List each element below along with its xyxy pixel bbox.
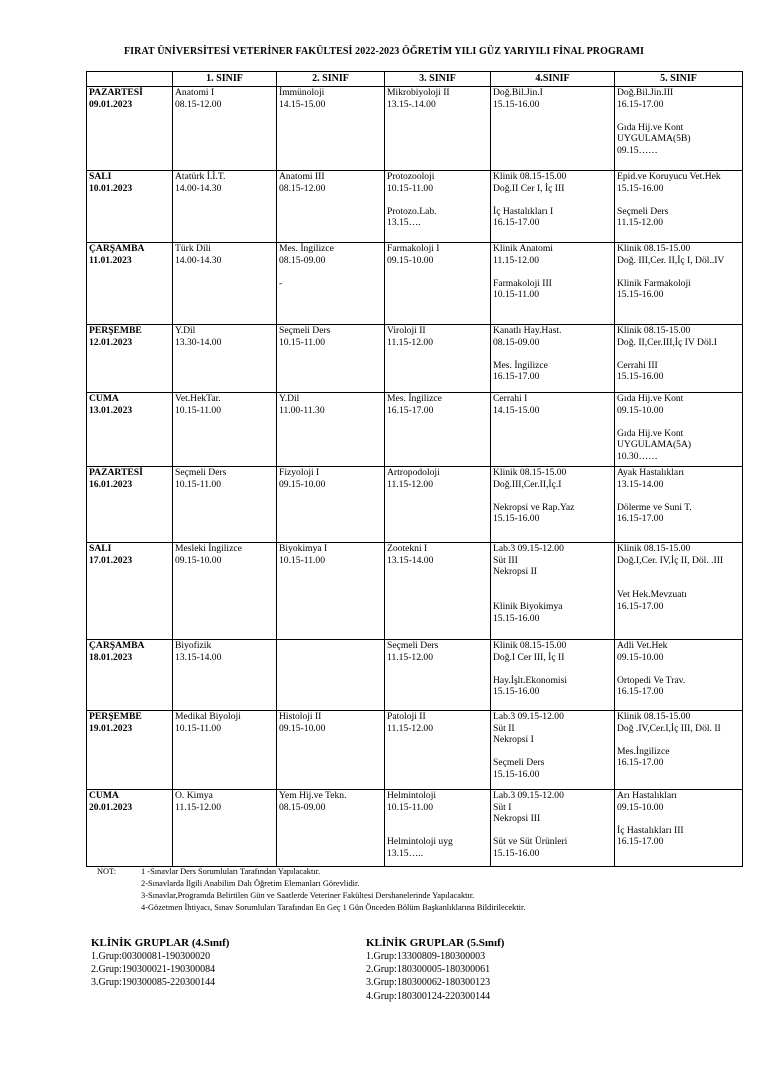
day-date: 12.01.2023	[89, 336, 133, 348]
exam-line: Fizyoloji I	[279, 467, 320, 478]
exam-cell	[385, 325, 491, 393]
schedule-row	[87, 87, 743, 171]
notes-label: NOT:	[97, 867, 117, 876]
exam-line: Mikrobiyoloji II	[387, 87, 450, 98]
exam-line: 10.15-11.00	[175, 404, 222, 416]
exam-line: 10.15-11.00	[279, 554, 326, 566]
exam-cell	[173, 640, 277, 711]
exam-line: Süt II	[493, 722, 515, 734]
exam-line: Protozooloji	[387, 171, 435, 182]
exam-line: Mes.İngilizce	[617, 745, 670, 757]
page-title: FIRAT ÜNİVERSİTESİ VETERİNER FAKÜLTESİ 2022-2023 ÖĞRETİM YILI GÜZ YARIYILI FİNAL PROGRAMI	[123, 46, 645, 57]
exam-line: Nekropsi III	[493, 813, 541, 825]
exam-line: 16.15-17.00	[493, 371, 540, 383]
exam-line: 14.00-14.30	[175, 254, 222, 266]
exam-line: Lab.3 09.15-12.00	[493, 790, 564, 801]
exam-line: Gıda Hij.ve Kont	[617, 121, 684, 133]
schedule-row	[87, 243, 743, 325]
exam-cell	[277, 711, 385, 790]
exam-line: Nekropsi ve Rap.Yaz	[493, 501, 575, 513]
exam-line: 16.15-17.00	[617, 600, 664, 612]
notes-list	[141, 866, 525, 914]
exam-line: İç Hastalıkları III	[617, 824, 684, 836]
exam-line: Cerrahi III	[617, 359, 658, 371]
exam-line: O. Kimya	[175, 790, 213, 801]
exam-line: 13.30-14.00	[175, 336, 222, 348]
exam-line: Zootekni I	[387, 543, 428, 554]
exam-line: 15.15-16.00	[493, 513, 540, 525]
day-date: 20.01.2023	[89, 801, 133, 813]
schedule-row	[87, 325, 743, 393]
day-cell	[87, 467, 173, 543]
exam-line: 14.00-14.30	[175, 182, 222, 194]
group-item: 1.Grup:13300809-180300003	[366, 951, 486, 962]
exam-line: 10.15-11.00	[387, 182, 434, 194]
exam-line: Doğ.Bil.Jin.I	[493, 87, 543, 98]
exam-cell	[615, 640, 743, 711]
exam-cell	[615, 171, 743, 243]
header-class-1: 1. SINIF	[173, 72, 277, 87]
exam-cell	[173, 393, 277, 467]
exam-cell	[385, 243, 491, 325]
exam-line: Klinik Farmakoloji	[617, 277, 691, 289]
exam-cell	[173, 543, 277, 640]
exam-cell	[385, 393, 491, 467]
exam-line: 16.15-17.00	[617, 98, 664, 110]
exam-cell	[385, 790, 491, 867]
exam-line: Mesleki İngilizce	[175, 543, 242, 554]
spacer	[493, 194, 612, 206]
exam-cell	[277, 790, 385, 867]
exam-line: 10.15-11.00	[279, 336, 326, 348]
exam-line: Mes. İngilizce	[493, 359, 548, 371]
exam-line: Türk Dili	[175, 243, 211, 254]
exam-line: Klinik 08.15-15.00	[617, 711, 691, 722]
exam-line: Nekropsi I	[493, 734, 534, 746]
exam-line: 09.15-10.00	[175, 554, 222, 566]
schedule-row	[87, 393, 743, 467]
exam-line: Protozo.Lab.	[387, 205, 437, 217]
exam-line: 11.15-12.00	[617, 217, 664, 229]
exam-line: UYGULAMA(5A)	[617, 439, 692, 451]
spacer	[493, 663, 612, 675]
exam-cell	[615, 467, 743, 543]
exam-line: -	[279, 277, 283, 289]
exam-line: Helmintoloji	[387, 790, 437, 801]
spacer	[387, 194, 488, 206]
group-item: 2.Grup:190300021-190300084	[91, 964, 216, 976]
exam-line: Klinik 08.15-15.00	[617, 325, 691, 336]
group-item: 3.Grup:190300085-220300144	[91, 977, 216, 989]
spacer	[493, 266, 612, 278]
spacer	[493, 348, 612, 360]
group-item: 4.Grup:180300124-220300144	[366, 990, 491, 1002]
spacer	[387, 813, 488, 825]
schedule-row	[87, 543, 743, 640]
exam-line: Vet Hek.Mevzuatı	[617, 589, 687, 601]
exam-line: 13.15-14.00	[387, 554, 434, 566]
exam-line: 11.15-12.00	[387, 478, 434, 490]
exam-line: 15.15-16.00	[493, 612, 540, 624]
exam-line: 11.15-12.00	[387, 336, 434, 348]
exam-cell	[277, 543, 385, 640]
exam-line: Klinik Biyokimya	[493, 600, 563, 612]
spacer	[617, 578, 740, 590]
exam-line: Patoloji II	[387, 711, 426, 722]
exam-cell	[491, 171, 615, 243]
spacer	[617, 194, 740, 206]
exam-line: Doğ.I Cer III, İç II	[493, 651, 565, 663]
exam-cell	[173, 790, 277, 867]
exam-line: Vet.HekTar.	[175, 393, 221, 404]
exam-cell	[277, 640, 385, 711]
exam-line: 11.15-12.00	[493, 254, 540, 266]
exam-line: 16.15-17.00	[617, 757, 664, 769]
spacer	[617, 416, 740, 428]
exam-line: Klinik 08.15-15.00	[617, 543, 691, 554]
exam-line: 15.15-16.00	[493, 686, 540, 698]
exam-line: Anatomi III	[279, 171, 325, 182]
note-item: 2-Sınavlarda İlgili Anabilim Dalı Öğretim Elemanları Görevlidir.	[141, 879, 360, 888]
exam-line: 13.15-14.00	[617, 478, 664, 490]
exam-line: 11.15-12.00	[387, 651, 434, 663]
exam-line: Nekropsi II	[493, 566, 537, 578]
day-date: 09.01.2023	[89, 98, 133, 110]
exam-line: 15.15-16.00	[493, 98, 540, 110]
exam-line: Süt I	[493, 801, 512, 813]
exam-line: Biyokimya I	[279, 543, 328, 554]
exam-line: 15.15-16.00	[617, 371, 664, 383]
exam-line: 09.15-10.00	[617, 404, 664, 416]
day-cell	[87, 243, 173, 325]
exam-line: Anatomi I	[175, 87, 215, 98]
exam-line: Doğ.II Cer I, İç III	[493, 182, 565, 194]
exam-cell	[277, 467, 385, 543]
exam-cell	[277, 171, 385, 243]
day-name: PERŞEMBE	[89, 325, 142, 336]
exam-cell	[173, 87, 277, 171]
exam-cell	[491, 711, 615, 790]
exam-line: Doğ. II,Cer.III,İç IV Döl.I	[617, 336, 717, 348]
exam-line: Gıda Hij.ve Kont	[617, 427, 684, 439]
day-name: CUMA	[89, 790, 119, 801]
exam-line: 14.15-15.00	[493, 404, 540, 416]
group-item: 2.Grup:180300005-180300061	[366, 964, 491, 976]
day-date: 11.01.2023	[89, 254, 132, 266]
spacer	[493, 746, 612, 758]
exam-line: Klinik 08.15-15.00	[617, 243, 691, 254]
exam-line: 10.15-11.00	[493, 289, 540, 301]
exam-line: Lab.3 09.15-12.00	[493, 543, 564, 554]
schedule-row	[87, 640, 743, 711]
groups-title: KLİNİK GRUPLAR (5.Sınıf)	[366, 937, 505, 949]
exam-line: 09.15-10.00	[279, 478, 326, 490]
exam-cell	[615, 87, 743, 171]
exam-cell	[385, 467, 491, 543]
exam-line: Seçmeli Ders	[175, 467, 227, 478]
exam-line: 13.15-.14.00	[387, 98, 436, 110]
exam-line: Helmintoloji uyg	[387, 836, 453, 848]
exam-line: Adli Vet.Hek	[617, 640, 668, 651]
exam-line: 16.15-17.00	[387, 404, 434, 416]
exam-cell	[173, 325, 277, 393]
day-cell	[87, 711, 173, 790]
spacer	[493, 490, 612, 502]
exam-cell	[615, 711, 743, 790]
spacer	[617, 813, 740, 825]
clinic-groups-class-5	[366, 936, 504, 1003]
schedule-row	[87, 790, 743, 867]
exam-line: 08.15-09.00	[493, 336, 540, 348]
day-name: PAZARTESİ	[89, 87, 143, 98]
exam-cell	[615, 393, 743, 467]
spacer	[617, 348, 740, 360]
day-date: 19.01.2023	[89, 722, 133, 734]
exam-line: Viroloji II	[387, 325, 426, 336]
exam-line: Gıda Hij.ve Kont	[617, 393, 684, 404]
day-name: ÇARŞAMBA	[89, 243, 145, 254]
day-name: SALI	[89, 171, 112, 182]
header-class-5: 5. SINIF	[615, 72, 743, 87]
day-date: 16.01.2023	[89, 478, 133, 490]
exam-cell	[277, 393, 385, 467]
exam-line: 14.15-15.00	[279, 98, 326, 110]
exam-line: Seçmeli Ders	[387, 640, 439, 651]
schedule-row	[87, 711, 743, 790]
day-date: 13.01.2023	[89, 404, 133, 416]
exam-line: 09.15-10.00	[617, 801, 664, 813]
exam-line: 08.15-09.00	[279, 801, 326, 813]
exam-line: Doğ.Bil.Jin.III	[617, 87, 674, 98]
exam-cell	[491, 790, 615, 867]
exam-line: Klinik 08.15-15.00	[493, 467, 567, 478]
groups-title: KLİNİK GRUPLAR (4.Sınıf)	[91, 937, 230, 949]
exam-line: UYGULAMA(5B)	[617, 133, 691, 145]
exam-line: Dölerme ve Suni T.	[617, 501, 692, 513]
exam-cell	[491, 467, 615, 543]
exam-line: Seçmeli Ders	[617, 205, 669, 217]
exam-line: Klinik 08.15-15.00	[493, 171, 567, 182]
clinic-groups-class-4	[91, 936, 229, 990]
day-cell	[87, 325, 173, 393]
spacer	[387, 825, 488, 837]
note-item: 1 -Sınavlar Ders Sorumluları Tarafından Yapılacaktır.	[141, 867, 321, 876]
exam-line: 16.15-17.00	[493, 217, 540, 229]
exam-line: Doğ.I,Cer. IV,İç II, Döl. .III	[617, 554, 724, 566]
exam-line: İmmünoloji	[279, 87, 325, 98]
exam-line: 10.15-11.00	[175, 478, 222, 490]
spacer	[617, 266, 740, 278]
exam-line: 09.15……	[617, 144, 658, 156]
schedule-row	[87, 171, 743, 243]
exam-line: 15.15-16.00	[617, 289, 664, 301]
exam-line: Hay.İşlt.Ekonomisi	[493, 674, 567, 686]
exam-cell	[277, 325, 385, 393]
exam-line: Arı Hastalıkları	[617, 790, 677, 801]
exam-line: 10.15-11.00	[175, 722, 222, 734]
day-cell	[87, 543, 173, 640]
exam-cell	[615, 325, 743, 393]
day-name: CUMA	[89, 393, 119, 404]
day-date: 18.01.2023	[89, 651, 133, 663]
exam-cell	[277, 243, 385, 325]
exam-line: İç Hastalıkları I	[493, 205, 554, 217]
exam-cell	[173, 243, 277, 325]
day-name: ÇARŞAMBA	[89, 640, 145, 651]
exam-line: Klinik 08.15-15.00	[493, 640, 567, 651]
exam-line: Y.Dil	[175, 325, 196, 336]
exam-line: Lab.3 09.15-12.00	[493, 711, 564, 722]
header-class-4: 4.SINIF	[491, 72, 615, 87]
exam-cell	[491, 325, 615, 393]
exam-cell	[173, 711, 277, 790]
exam-line: 15.15-16.00	[493, 768, 540, 780]
day-date: 17.01.2023	[89, 554, 133, 566]
exam-cell	[491, 543, 615, 640]
exam-line: Farmakoloji I	[387, 243, 440, 254]
exam-cell	[385, 640, 491, 711]
exam-line: Kanatlı Hay.Hast.	[493, 325, 562, 336]
exam-line: 11.15-12.00	[387, 722, 434, 734]
exam-line: Farmakoloji III	[493, 277, 552, 289]
spacer	[493, 578, 612, 590]
note-item: 3-Sınavlar,Programda Belirtilen Gün ve Saatlerde Veteriner Fakültesi Dershanelerinde Yapılacaktır.	[141, 891, 475, 900]
exam-cell	[491, 640, 615, 711]
group-item: 1.Grup:00300081-190300020	[91, 951, 211, 962]
day-name: PAZARTESİ	[89, 467, 143, 478]
exam-line: 08.15-09.00	[279, 254, 326, 266]
exam-line: Y.Dil	[279, 393, 300, 404]
exam-line: 15.15-16.00	[617, 182, 664, 194]
exam-line: 13.15….	[387, 217, 421, 229]
exam-cell	[615, 243, 743, 325]
exam-line: Doğ. III,Cer. II,İç I, Döl..IV	[617, 254, 725, 266]
exam-cell	[615, 543, 743, 640]
spacer	[617, 110, 740, 122]
header-class-3: 3. SINIF	[385, 72, 491, 87]
exam-line: 09.15-10.00	[279, 722, 326, 734]
exam-line: Medikal Biyoloji	[175, 711, 241, 722]
day-cell	[87, 393, 173, 467]
day-cell	[87, 790, 173, 867]
exam-line: Doğ.III,Cer.II,İç.I	[493, 478, 562, 490]
exam-line: 11.15-12.00	[175, 801, 222, 813]
exam-line: 13.15…..	[387, 847, 423, 859]
exam-line: 16.15-17.00	[617, 836, 664, 848]
exam-cell	[173, 171, 277, 243]
spacer	[617, 734, 740, 746]
exam-cell	[385, 543, 491, 640]
exam-line: Ayak Hastalıkları	[617, 467, 685, 478]
exam-line: Mes. İngilizce	[279, 243, 334, 254]
exam-line: Seçmeli Ders	[493, 757, 545, 769]
exam-line: 15.15-16.00	[493, 847, 540, 859]
exam-line: Biyofizik	[175, 640, 212, 651]
exam-line: 09.15-10.00	[387, 254, 434, 266]
exam-line: Doğ .IV,Cer.I,İç III, Döl. II	[617, 722, 721, 734]
day-name: SALI	[89, 543, 112, 554]
header-class-2: 2. SINIF	[277, 72, 385, 87]
exam-cell	[491, 243, 615, 325]
day-cell	[87, 171, 173, 243]
exam-line: 16.15-17.00	[617, 513, 664, 525]
day-cell	[87, 87, 173, 171]
exam-cell	[385, 87, 491, 171]
spacer	[493, 825, 612, 837]
exam-line: 11.00-11.30	[279, 404, 325, 416]
exam-cell	[615, 790, 743, 867]
exam-line: Süt ve Süt Ürünleri	[493, 836, 568, 848]
exam-cell	[277, 87, 385, 171]
exam-line: Klinik Anatomi	[493, 243, 553, 254]
schedule-row	[87, 467, 743, 543]
exam-line: Süt III	[493, 554, 518, 566]
exam-line: Yem Hij.ve Tekn.	[279, 790, 347, 801]
spacer	[617, 663, 740, 675]
exam-line: 08.15-12.00	[279, 182, 326, 194]
header-row	[87, 72, 743, 87]
spacer	[493, 589, 612, 601]
group-item: 3.Grup:180300062-180300123	[366, 977, 491, 989]
spacer	[279, 266, 382, 278]
exam-schedule-table	[86, 71, 743, 867]
exam-line: Seçmeli Ders	[279, 325, 331, 336]
exam-line: Mes. İngilizce	[387, 393, 442, 404]
spacer	[617, 566, 740, 578]
exam-line: Atatürk İ.İ.T.	[175, 171, 226, 182]
exam-line: Epid.ve Koruyucu Vet.Hek	[617, 171, 721, 182]
exam-line: 09.15-10.00	[617, 651, 664, 663]
day-cell	[87, 640, 173, 711]
exam-line: Histoloji II	[279, 711, 322, 722]
spacer	[617, 490, 740, 502]
exam-cell	[491, 393, 615, 467]
exam-line: 10.15-11.00	[387, 801, 434, 813]
exam-cell	[173, 467, 277, 543]
note-item: 4-Gözetmen İhtiyacı, Sınav Sorumluları Tarafından En Geç 1 Gün Önceden Bölüm Başkanlıklarına Bildirilecektir.	[141, 903, 526, 912]
exam-cell	[491, 87, 615, 171]
exam-cell	[385, 711, 491, 790]
exam-line: 16.15-17.00	[617, 686, 664, 698]
exam-line: 10.30……	[617, 450, 658, 462]
exam-line: 13.15-14.00	[175, 651, 222, 663]
exam-line: 08.15-12.00	[175, 98, 222, 110]
day-date: 10.01.2023	[89, 182, 133, 194]
exam-line: Ortopedi Ve Trav.	[617, 674, 686, 686]
day-name: PERŞEMBE	[89, 711, 142, 722]
exam-line: Cerrahi I	[493, 393, 528, 404]
header-day	[87, 72, 173, 87]
exam-cell	[385, 171, 491, 243]
exam-line: Artropodoloji	[387, 467, 440, 478]
